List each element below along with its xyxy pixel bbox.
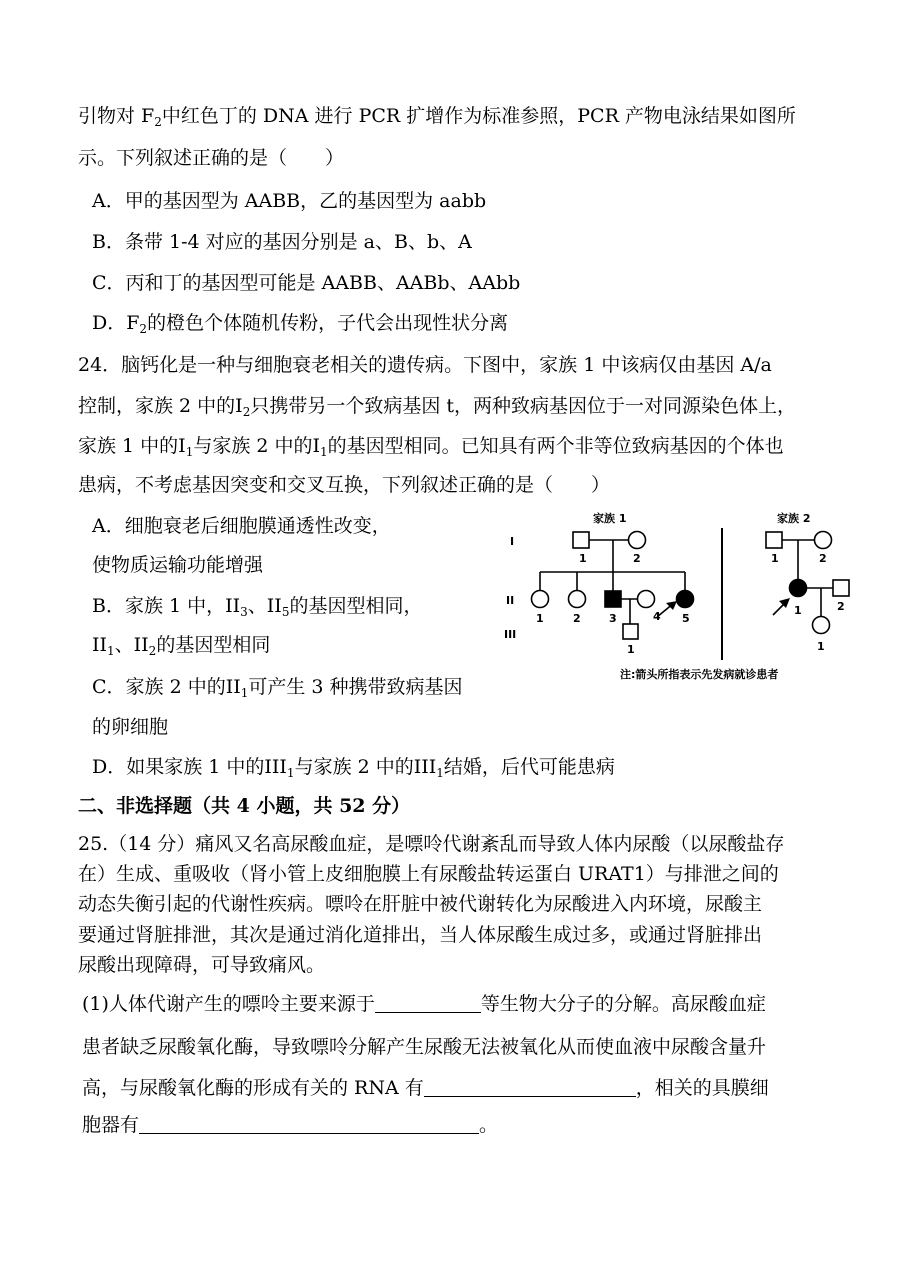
f1-II4-label: 4 xyxy=(653,610,661,623)
q25-stem-line3: 动态失衡引起的代谢性疾病。嘌呤在肝脏中被代谢转化为尿酸进入内环境，尿酸主 xyxy=(78,893,763,915)
f1-III1-male xyxy=(623,624,638,639)
pedigree-note: 注:箭头所指表示先发病就诊患者 xyxy=(620,668,779,681)
q23-option-c: C．丙和丁的基因型可能是 AABB、AABb、AAbb xyxy=(92,272,521,294)
f2-II1-label: 1 xyxy=(794,604,802,617)
q25-part1-line2: 患者缺乏尿酸氧化酶，导致嘌呤分解产生尿酸无法被氧化从而使血液中尿酸含量升 xyxy=(82,1036,767,1058)
gen-label-II: II xyxy=(506,594,515,607)
q24-option-b-line1: B．家族 1 中，$II_3$、$II_5$的基因型相同， xyxy=(92,595,423,619)
f2-I2-label: 2 xyxy=(819,552,827,565)
f1-I1-male xyxy=(573,532,589,548)
f1-II1-label: 1 xyxy=(536,612,544,625)
f1-I2-female xyxy=(629,532,646,549)
section2-heading: 二、非选择题（共 4 小题，共 52 分） xyxy=(78,795,411,817)
family1-title: 家族 1 xyxy=(593,512,627,525)
q23-option-d: D．$F_2$的橙色个体随机传粉，子代会出现性状分离 xyxy=(92,312,509,336)
f1-II5-affected-female xyxy=(677,591,694,608)
gen-label-III: III xyxy=(504,628,517,641)
f2-I1-label: 1 xyxy=(771,552,779,565)
q24-option-d: D．如果家族 1 中的$III_1$与家族 2 中的$III_1$结婚，后代可能患病 xyxy=(92,756,615,780)
q24-stem-line1: 24．脑钙化是一种与细胞衰老相关的遗传病。下图中，家族 1 中该病仅由基因 A/a xyxy=(78,354,772,376)
f2-II1-affected-female xyxy=(790,580,807,597)
f1-II5-label: 5 xyxy=(682,612,690,625)
family2-title: 家族 2 xyxy=(777,512,811,525)
f1-II3-label: 3 xyxy=(609,612,617,625)
q25-part1-line4: 胞器有 。 xyxy=(82,1114,499,1136)
f1-I2-label: 2 xyxy=(633,552,641,565)
answer-blank-3[interactable] xyxy=(139,1113,479,1134)
q23-option-a: A．甲的基因型为 AABB，乙的基因型为 aabb xyxy=(92,190,487,212)
q25-stem-line1: 25.（14 分）痛风又名高尿酸血症，是嘌呤代谢紊乱而导致人体内尿酸（以尿酸盐存 xyxy=(78,833,785,855)
q24-option-c-line2: 的卵细胞 xyxy=(92,716,169,738)
f1-I1-label: 1 xyxy=(579,552,587,565)
q23-option-b: B．条带 1-4 对应的基因分别是 a、B、b、A xyxy=(92,231,472,253)
f2-I2-female xyxy=(815,532,832,549)
f1-II4-female xyxy=(638,591,655,608)
q25-part1-line3: 高，与尿酸氧化酶的形成有关的 RNA 有 ，相关的具膜细 xyxy=(82,1077,769,1099)
q25-stem-line4: 要通过肾脏排泄，其次是通过消化道排出，当人体尿酸生成过多，或通过肾脏排出 xyxy=(78,924,763,946)
q24-stem-line3: 家族 1 中的$I_1$与家族 2 中的$I_1$的基因型相同。已知具有两个非等位致病基因的个体也 xyxy=(78,435,784,459)
f1-II2-label: 2 xyxy=(573,612,581,625)
gen-label-I: I xyxy=(510,535,515,548)
f2-I1-male xyxy=(766,532,782,548)
q24-option-c-line1: C．家族 2 中的$II_1$可产生 3 种携带致病基因 xyxy=(92,676,463,700)
q24-option-a-line1: A．细胞衰老后细胞膜通透性改变， xyxy=(92,515,391,537)
q23-stem-line2: 示。下列叙述正确的是（ ） xyxy=(78,147,345,169)
q24-stem-line2: 控制，家族 2 中的$I_2$只携带另一个致病基因 t，两种致病基因位于一对同源染色体上， xyxy=(78,395,797,419)
q25-part1-line1: (1)人体代谢产生的嘌呤主要来源于 等生物大分子的分解。高尿酸血症 xyxy=(82,993,766,1015)
f2-III1-female xyxy=(813,617,830,634)
q25-stem-line5: 尿酸出现障碍，可导致痛风。 xyxy=(78,954,326,976)
f1-II2-female xyxy=(569,591,586,608)
q25-stem-line2: 在）生成、重吸收（肾小管上皮细胞膜上有尿酸盐转运蛋白 URAT1）与排泄之间的 xyxy=(78,863,779,885)
f2-II2-male xyxy=(833,580,849,596)
answer-blank-2[interactable] xyxy=(424,1076,636,1097)
answer-blank-1[interactable] xyxy=(375,992,481,1013)
f1-III1-label: 1 xyxy=(627,643,635,656)
f2-II2-label: 2 xyxy=(837,600,845,613)
q24-option-b-line2: $II_1$、$II_2$的基因型相同 xyxy=(92,634,271,658)
q24-stem-line4: 患病，不考虑基因突变和交叉互换，下列叙述正确的是（ ） xyxy=(78,474,611,496)
q23-stem-line1: 引物对 $F_2$中红色丁的 DNA 进行 PCR 扩增作为标准参照，PCR 产物电泳结果如图所 xyxy=(78,105,796,129)
f1-II1-female xyxy=(532,591,549,608)
f2-III1-label: 1 xyxy=(817,640,825,653)
pedigree-figure xyxy=(490,500,870,700)
f1-II3-affected-male xyxy=(605,591,621,607)
q24-option-a-line2: 使物质运输功能增强 xyxy=(92,554,264,576)
